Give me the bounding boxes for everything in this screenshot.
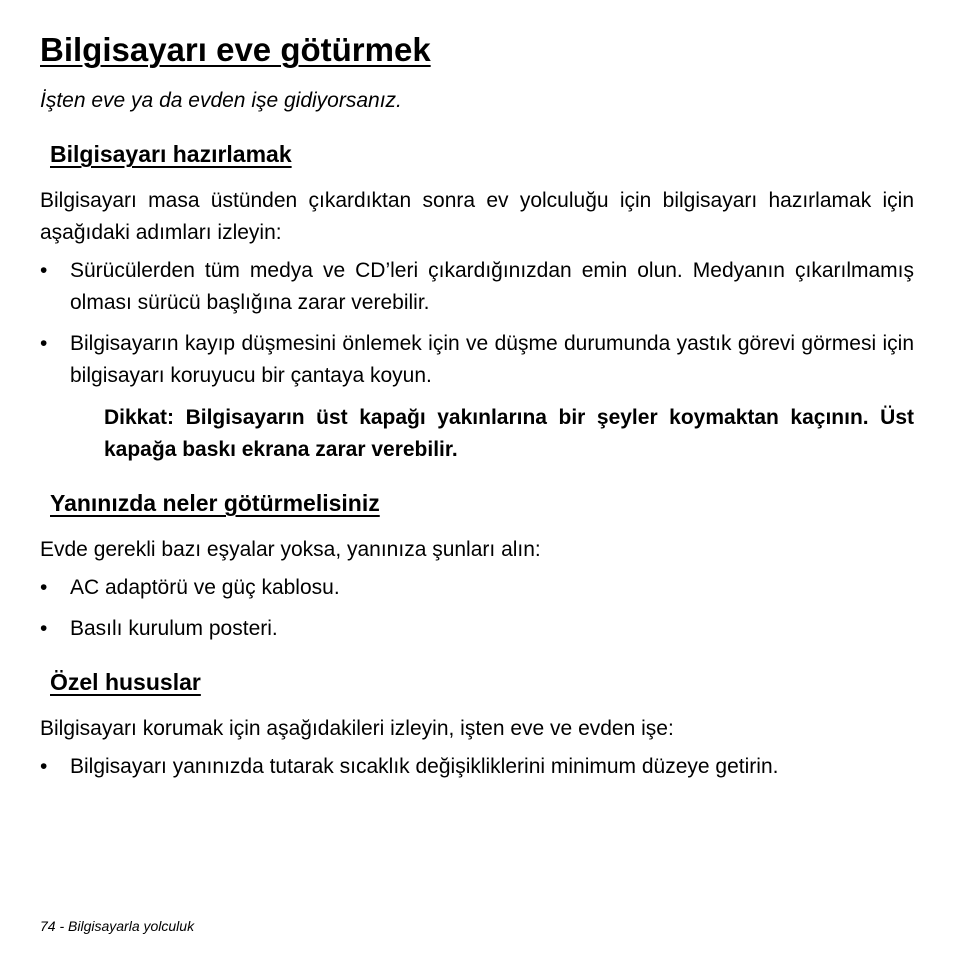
section-heading-special-considerations: Özel hususlar [50,669,201,695]
page-footer: 74 - Bilgisayarla yolculuk [40,918,195,934]
page-title: Bilgisayarı eve götürmek [40,31,431,68]
list-item-text: AC adaptörü ve güç kablosu. [70,576,340,599]
page-content [40,28,914,783]
bullet-icon: • [40,259,48,282]
list-item [40,613,914,645]
list-item [40,572,914,604]
bullet-list-prepare [40,255,914,392]
caution-note: Dikkat: Bilgisayarın üst kapağı yakınlarına bir şeyler koymaktan kaçının. Üst kapağa baskı ekrana zarar verebilir. [104,406,914,461]
bullet-icon: • [40,617,48,640]
list-item [40,255,914,319]
list-item-text: Sürücülerden tüm medya ve CD’leri çıkardığınızdan emin olun. Medyanın çıkarılmamış olması sürücü başlığına zarar verebilir. [70,259,914,314]
section-heading-prepare: Bilgisayarı hazırlamak [50,141,292,167]
page-subtitle: İşten eve ya da evden işe gidiyorsanız. [40,89,402,112]
section-intro-prepare: Bilgisayarı masa üstünden çıkardıktan sonra ev yolculuğu için bilgisayarı hazırlamak için aşağıdaki adımları izleyin: [40,189,914,244]
bullet-icon: • [40,332,48,355]
bullet-list-what-to-bring [40,572,914,645]
section-intro-special-considerations: Bilgisayarı korumak için aşağıdakileri izleyin, işten eve ve evden işe: [40,717,674,740]
list-item [40,328,914,392]
list-item [40,751,914,783]
list-item-text: Bilgisayarın kayıp düşmesini önlemek için ve düşme durumunda yastık görevi görmesi için bilgisayarı koruyucu bir çantaya koyun. [70,332,914,387]
bullet-list-special-considerations [40,751,914,783]
bullet-icon: • [40,755,48,778]
bullet-icon: • [40,576,48,599]
section-intro-what-to-bring: Evde gerekli bazı eşyalar yoksa, yanınıza şunları alın: [40,538,541,561]
list-item-text: Bilgisayarı yanınızda tutarak sıcaklık değişikliklerini minimum düzeye getirin. [70,755,779,778]
list-item-text: Basılı kurulum posteri. [70,617,278,640]
section-heading-what-to-bring: Yanınızda neler götürmelisiniz [50,490,380,516]
